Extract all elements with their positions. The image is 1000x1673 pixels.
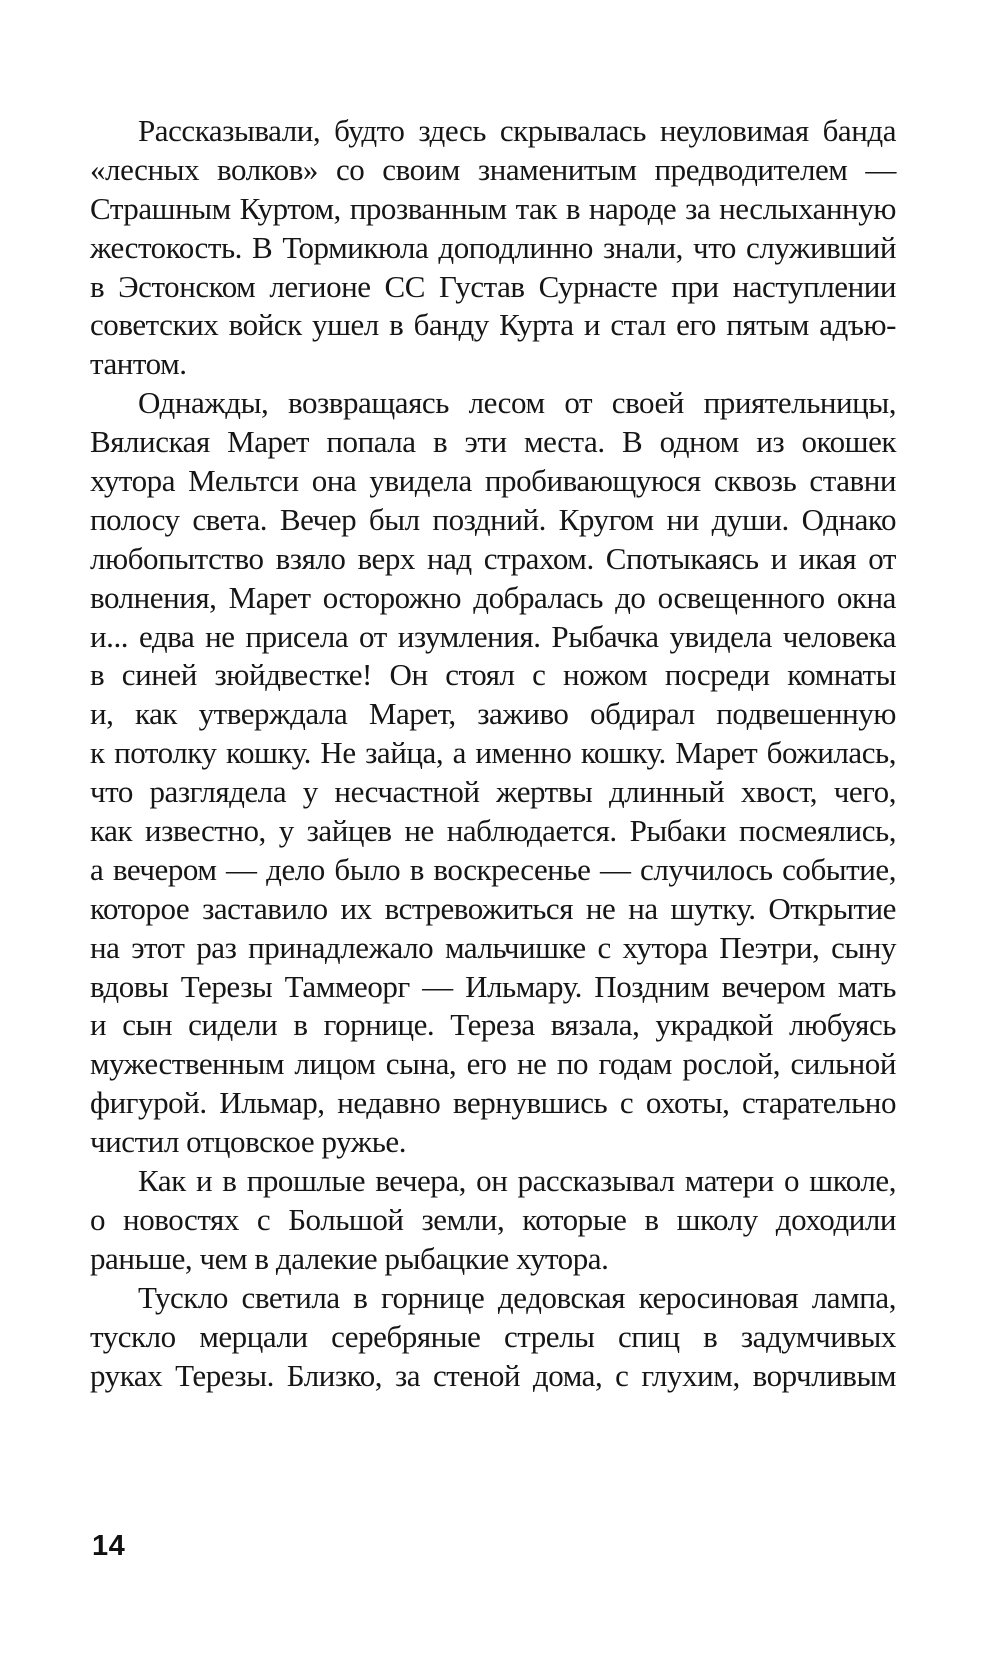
text-line: Страшным Куртом, прозванным так в народе за неслыханную (90, 190, 896, 226)
text-line: Однажды, возвращаясь лесом от своей приятельницы, (138, 385, 896, 421)
text-line: к потолку кошку. Не зайца, а именно кошку. Марет божилась, (90, 735, 896, 771)
text-line: как известно, у зайцев не наблюдается. Рыбаки посмеялись, (90, 813, 896, 849)
body-text (90, 112, 896, 1395)
text-line: волнения, Марет осторожно добралась до освещенного окна (90, 579, 896, 615)
text-line: в синей зюйдвестке! Он стоял с ножом посреди комнаты (90, 657, 896, 693)
text-line: в Эстонском легионе СС Густав Сурнасте при наступлении (90, 268, 896, 304)
text-line: мужественным лицом сына, его не по годам рослой, сильной (90, 1046, 896, 1082)
text-line: на этот раз принадлежало мальчишке с хутора Пеэтри, сыну (90, 929, 896, 965)
text-line: хутора Мельтси она увидела пробивающуюся сквозь ставни (90, 463, 896, 499)
text-line: раньше, чем в далекие рыбацкие хутора. (90, 1240, 609, 1276)
text-line: «лесных волков» со своим знаменитым предводителем — (90, 151, 896, 187)
text-line: и... едва не присела от изумления. Рыбачка увидела человека (90, 618, 896, 654)
text-line: что разглядела у несчастной жертвы длинный хвост, чего, (90, 774, 896, 810)
text-line: тускло мерцали серебряные стрелы спиц в задумчивых (90, 1318, 896, 1354)
text-line: и сын сидели в горнице. Тереза вязала, украдкой любуясь (90, 1007, 896, 1043)
text-line: любопытство взяло верх над страхом. Спотыкаясь и икая от (90, 540, 896, 576)
text-line: Вялиская Марет попала в эти места. В одном из окошек (90, 424, 896, 460)
text-line: Тускло светила в горнице дедовская керосиновая лампа, (138, 1279, 896, 1315)
text-line: Рассказывали, будто здесь скрывалась неуловимая банда (138, 113, 896, 148)
page-number: 14 (92, 1530, 126, 1562)
text-line: полосу света. Вечер был поздний. Кругом ни души. Однако (90, 501, 896, 537)
text-line: и, как утверждала Марет, заживо обдирал подвешенную (90, 696, 896, 732)
text-line: вдовы Терезы Таммеорг — Ильмару. Поздним вечером мать (90, 968, 896, 1004)
text-line: руках Терезы. Близко, за стеной дома, с глухим, ворчливым (90, 1357, 896, 1393)
text-line: советских войск ушел в банду Курта и стал его пятым адъю- (90, 307, 896, 343)
text-line: фигурой. Ильмар, недавно вернувшись с охоты, старательно (90, 1085, 896, 1121)
text-line: о новостях с Большой земли, которые в школу доходили (90, 1201, 896, 1237)
text-line: которое заставило их встревожиться не на шутку. Открытие (90, 890, 896, 926)
text-line: чистил отцовское ружье. (90, 1124, 407, 1160)
text-line: Как и в прошлые вечера, он рассказывал матери о школе, (138, 1163, 896, 1199)
text-line: тантом. (90, 346, 187, 382)
text-line: жестокость. В Тормикюла доподлинно знали, что служивший (90, 229, 896, 265)
text-line: а вечером — дело было в воскресенье — случилось событие, (90, 851, 896, 887)
